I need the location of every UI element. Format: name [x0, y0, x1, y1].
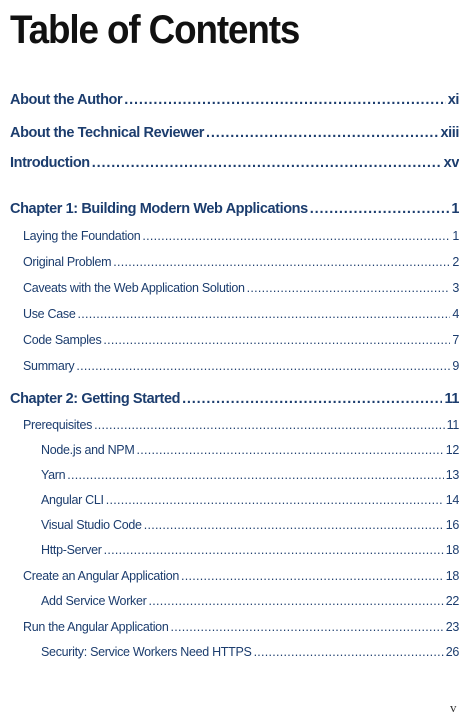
toc-section-create-angular-app[interactable]	[23, 569, 459, 583]
toc-section-caveats[interactable]	[23, 281, 459, 295]
toc-entry-page: 1	[452, 229, 459, 243]
toc-entry-label: Http-Server	[41, 543, 102, 557]
dot-leader	[77, 307, 450, 321]
toc-section-original-problem[interactable]	[23, 255, 459, 269]
toc-entry-label: Original Problem	[23, 255, 112, 269]
toc-entry-label: Code Samples	[23, 333, 102, 347]
toc-entry-label: Use Case	[23, 307, 76, 321]
toc-entry-page: xiii	[440, 125, 459, 141]
toc-subsection-vscode[interactable]	[41, 518, 459, 532]
toc-entry-about-author[interactable]	[10, 92, 459, 108]
toc-subsection-http-server[interactable]	[41, 543, 459, 557]
toc-entry-page: 23	[445, 620, 459, 634]
toc-chapter-2[interactable]	[10, 391, 459, 407]
page-title: Table of Contents	[10, 8, 300, 52]
dot-leader	[310, 201, 450, 217]
toc-entry-introduction[interactable]	[10, 155, 459, 171]
toc-entry-page: xv	[443, 155, 459, 171]
toc-section-laying-foundation[interactable]	[23, 229, 459, 243]
dot-leader	[144, 518, 444, 532]
toc-entry-page: 14	[445, 493, 459, 507]
toc-entry-page: 13	[445, 468, 459, 482]
dot-leader	[124, 92, 445, 108]
toc-entry-page: 26	[445, 645, 459, 659]
dot-leader	[149, 594, 444, 608]
toc-entry-page: 12	[445, 443, 459, 457]
toc-entry-page: 1	[451, 201, 459, 217]
toc-entry-page: 9	[452, 359, 459, 373]
dot-leader	[92, 155, 442, 171]
toc-section-code-samples[interactable]	[23, 333, 459, 347]
dot-leader	[106, 493, 444, 507]
dot-leader	[136, 443, 443, 457]
toc-entry-label: Angular CLI	[41, 493, 104, 507]
toc-entry-label: Create an Angular Application	[23, 569, 179, 583]
toc-entry-page: 11	[444, 391, 459, 407]
dot-leader	[76, 359, 450, 373]
toc-entry-page: 18	[445, 569, 459, 583]
toc-entry-about-reviewer[interactable]	[10, 125, 459, 141]
toc-entry-page: 11	[446, 418, 459, 432]
dot-leader	[206, 125, 438, 141]
dot-leader	[181, 569, 444, 583]
toc-entry-label: Laying the Foundation	[23, 229, 141, 243]
toc-entry-label: Run the Angular Application	[23, 620, 169, 634]
toc-entry-label: Prerequisites	[23, 418, 93, 432]
toc-entry-page: xi	[447, 92, 459, 108]
toc-entry-label: Yarn	[41, 468, 66, 482]
toc-subsection-angular-cli[interactable]	[41, 493, 459, 507]
toc-entry-page: 22	[445, 594, 459, 608]
toc-section-use-case[interactable]	[23, 307, 459, 321]
toc-entry-label: Summary	[23, 359, 75, 373]
toc-subsection-security-https[interactable]	[41, 645, 459, 659]
toc-entry-page: 2	[452, 255, 459, 269]
toc-entry-page: 16	[445, 518, 459, 532]
toc-entry-label: Add Service Worker	[41, 594, 147, 608]
toc-entry-page: 18	[445, 543, 459, 557]
dot-leader	[170, 620, 443, 634]
toc-entry-label: Chapter 1: Building Modern Web Applications	[10, 201, 308, 217]
toc-entry-page: 3	[452, 281, 459, 295]
toc-entry-label: Caveats with the Web Application Solution	[23, 281, 245, 295]
toc-entry-label: Security: Service Workers Need HTTPS	[41, 645, 252, 659]
dot-leader	[67, 468, 443, 482]
toc-section-prerequisites[interactable]	[23, 418, 459, 432]
toc-chapter-1[interactable]	[10, 201, 459, 217]
toc-entry-label: About the Technical Reviewer	[10, 125, 204, 141]
toc-subsection-add-service-worker[interactable]	[41, 594, 459, 608]
page-number: v	[450, 700, 457, 715]
dot-leader	[113, 255, 450, 269]
dot-leader	[254, 645, 444, 659]
toc-entry-page: 7	[452, 333, 459, 347]
toc-entry-label: Introduction	[10, 155, 90, 171]
toc-entry-label: Chapter 2: Getting Started	[10, 391, 181, 407]
toc-section-summary[interactable]	[23, 359, 459, 373]
dot-leader	[104, 543, 444, 557]
toc-entry-label: Visual Studio Code	[41, 518, 142, 532]
toc-entry-label: About the Author	[10, 92, 123, 108]
toc-section-run-angular-app[interactable]	[23, 620, 459, 634]
dot-leader	[94, 418, 445, 432]
toc-subsection-yarn[interactable]	[41, 468, 459, 482]
dot-leader	[103, 333, 450, 347]
dot-leader	[142, 229, 450, 243]
dot-leader	[182, 391, 442, 407]
toc-entry-page: 4	[452, 307, 459, 321]
dot-leader	[247, 281, 451, 295]
toc-subsection-nodejs-npm[interactable]	[41, 443, 459, 457]
toc-entry-label: Node.js and NPM	[41, 443, 135, 457]
